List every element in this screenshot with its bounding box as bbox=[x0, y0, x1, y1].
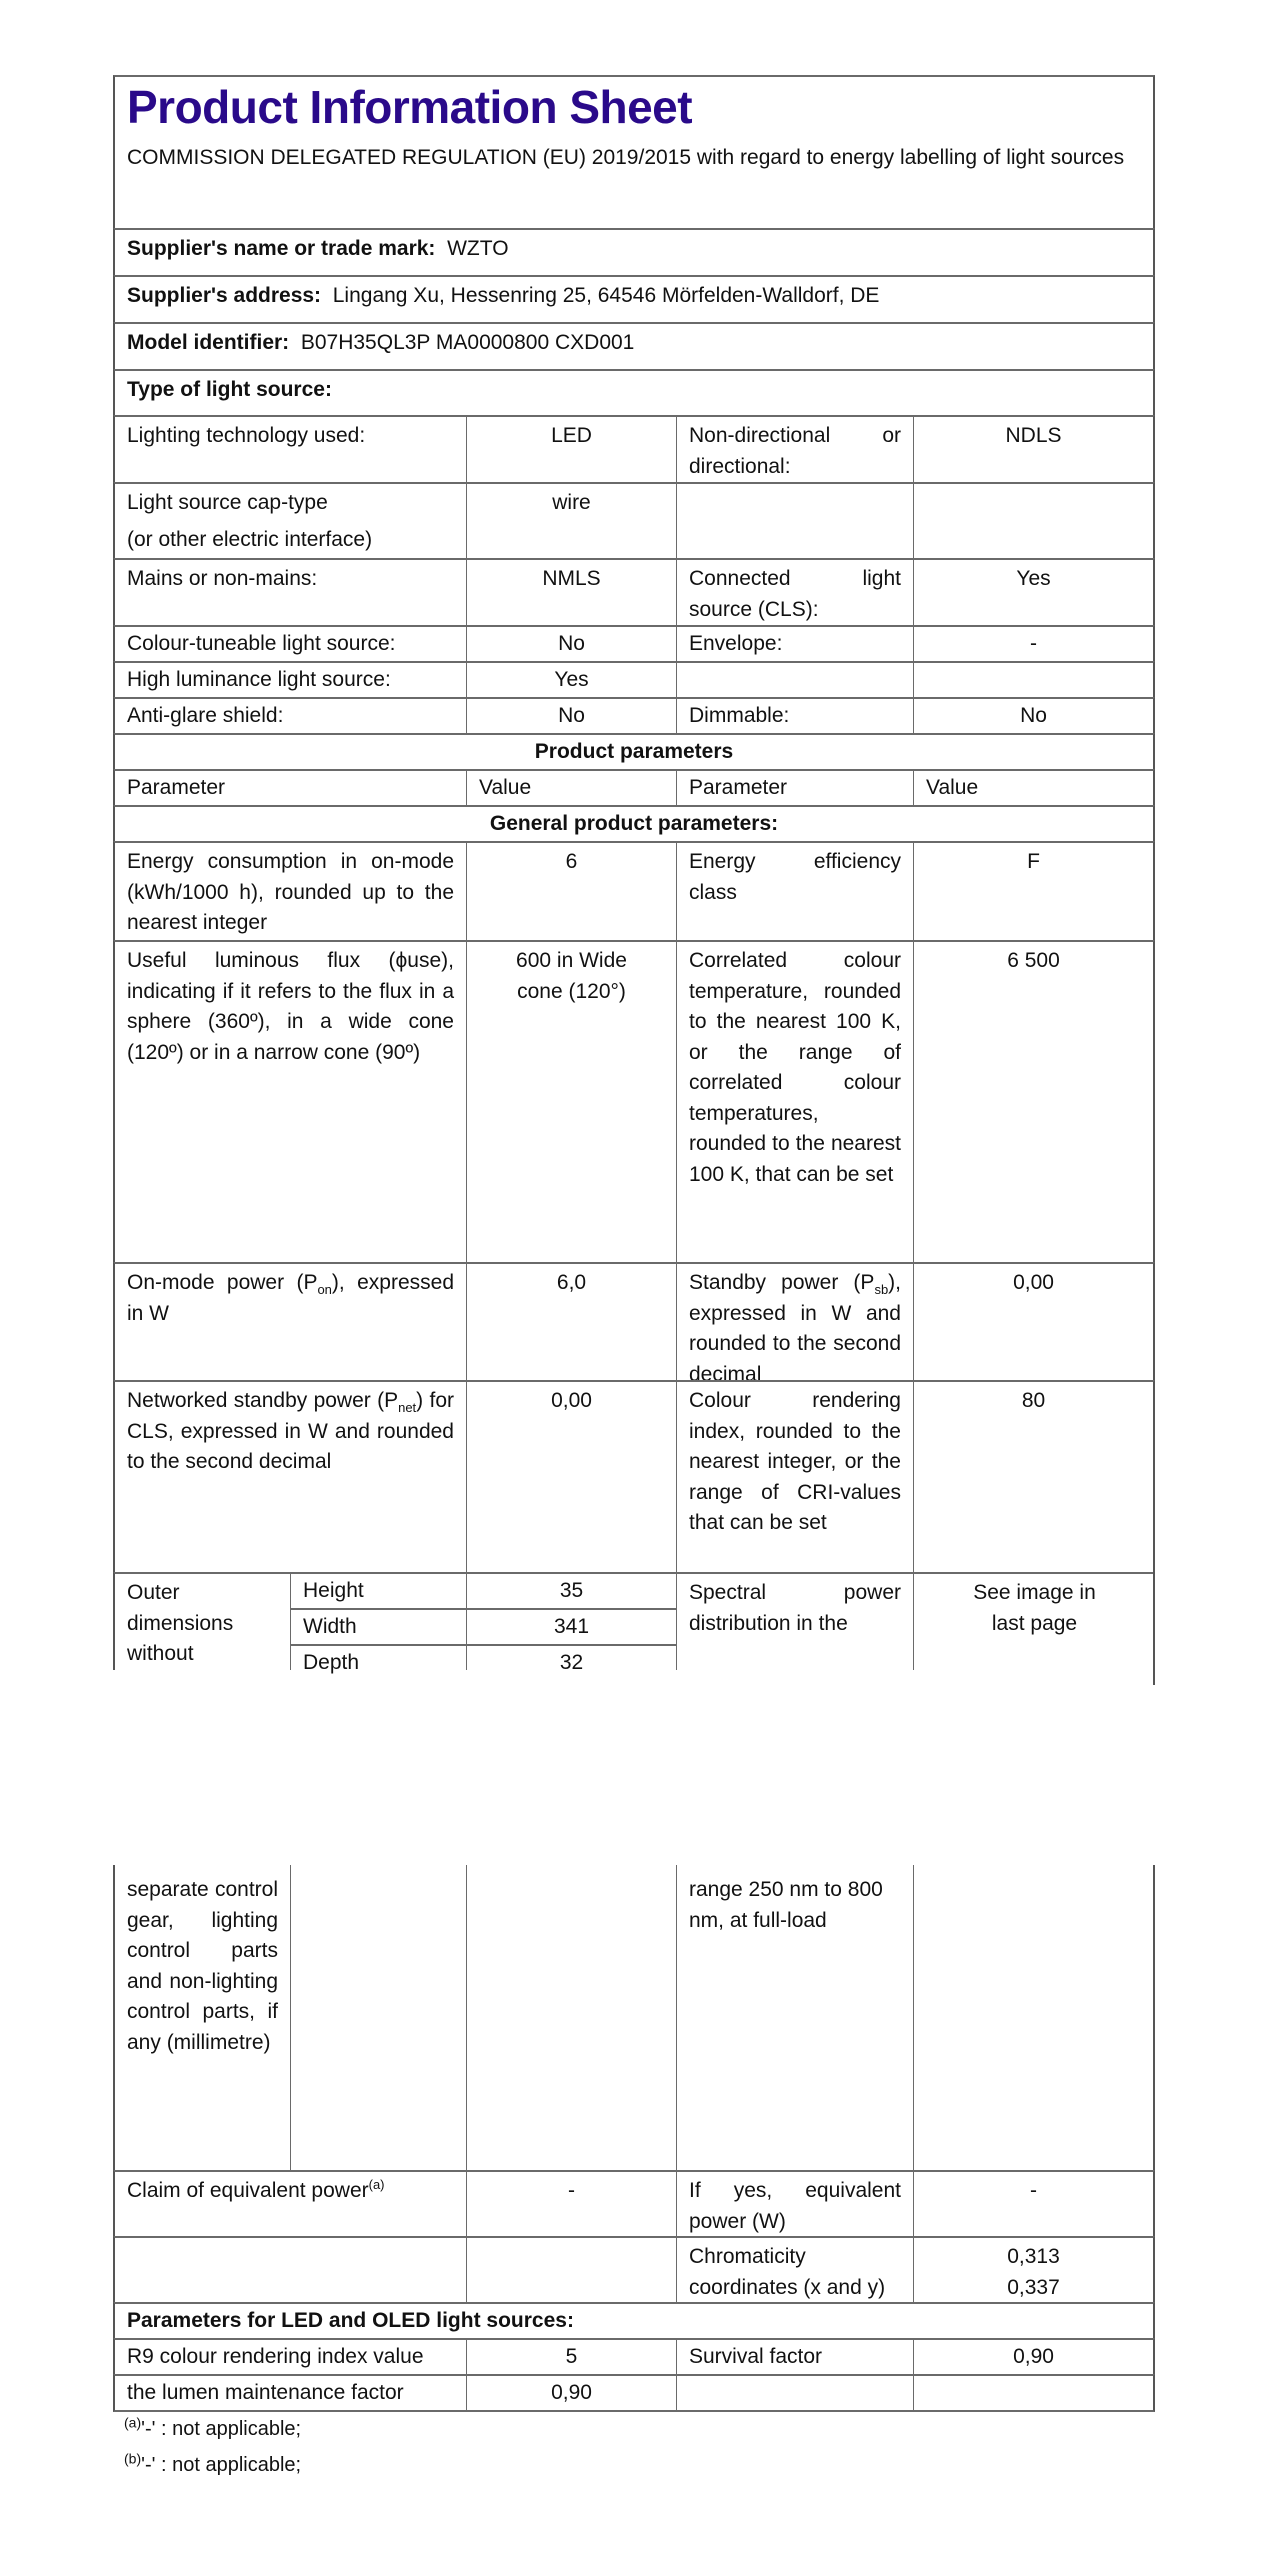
general-parameters-heading: General product parameters: bbox=[113, 805, 1155, 841]
outer-dimensions-label-continued: separate control gear, lighting control parts and non-lighting control parts, if any (millimetre) bbox=[113, 1865, 290, 2170]
colour-temperature-value: 6 500 bbox=[913, 940, 1155, 1262]
networked-standby-text-end: ) for CLS, expressed in W and rounded to the second decimal bbox=[127, 1389, 454, 1473]
footnote-a-mark: (a) bbox=[124, 2414, 142, 2431]
networked-standby-subscript: net bbox=[398, 1400, 417, 1416]
product-parameters-heading: Product parameters bbox=[113, 733, 1155, 769]
supplier-address-value: Lingang Xu, Hessenring 25, 64546 Mörfelden-Walldorf, DE bbox=[332, 284, 880, 307]
equivalent-power-claim-text: Claim of equivalent power bbox=[127, 2179, 369, 2202]
standby-power-text-end: ), expressed in W and rounded to the second decimal bbox=[689, 1271, 901, 1386]
colour-temperature-label: Correlated colour temperature, rounded to the nearest 100 K, or the range of correlated colour temperatures, rounded to the nearest 100 K, that can be set bbox=[676, 940, 913, 1262]
regulation-subtitle: COMMISSION DELEGATED REGULATION (EU) 2019/2015 with regard to energy labelling of light sources bbox=[127, 146, 1125, 169]
dimension-value-column-continued bbox=[466, 1865, 676, 2170]
r9-value: 5 bbox=[466, 2338, 676, 2374]
col-header-parameter-2: Parameter bbox=[676, 769, 913, 805]
dimension-height-label: Height bbox=[290, 1572, 466, 1608]
cap-type-label-line2: (or other electric interface) bbox=[127, 528, 373, 551]
high-luminance-label: High luminance light source: bbox=[113, 661, 466, 697]
chromaticity-empty-value bbox=[466, 2236, 676, 2302]
footnote-b-text: '-' : not applicable; bbox=[141, 2454, 302, 2476]
footnote-ref-a: (a) bbox=[368, 2177, 385, 2192]
lighting-technology-value: LED bbox=[466, 415, 676, 482]
model-identifier-label: Model identifier: bbox=[127, 331, 290, 354]
envelope-value: - bbox=[913, 625, 1155, 661]
type-of-light-source-heading: Type of light source: bbox=[113, 369, 1155, 415]
spectral-distribution-label: Spectral power distribution in the bbox=[676, 1572, 913, 1670]
footnote-a-text: '-' : not applicable; bbox=[141, 2418, 302, 2440]
dimension-depth-label: Depth bbox=[290, 1644, 466, 1670]
spectral-distribution-label-continued: range 250 nm to 800 nm, at full-load bbox=[676, 1865, 913, 2170]
equivalent-power-claim-value: - bbox=[466, 2170, 676, 2236]
spectral-distribution-value: See image in last page bbox=[913, 1572, 1155, 1670]
cap-type-value: wire bbox=[466, 482, 676, 558]
envelope-label: Envelope: bbox=[676, 625, 913, 661]
supplier-name-value: WZTO bbox=[447, 237, 509, 260]
chromaticity-x: 0,313 bbox=[1007, 2245, 1060, 2268]
lighting-technology-label: Lighting technology used: bbox=[113, 415, 466, 482]
lumen-row-empty-value bbox=[913, 2374, 1155, 2412]
networked-standby-value: 0,00 bbox=[466, 1380, 676, 1572]
chromaticity-label: Chromaticity coordinates (x and y) bbox=[676, 2236, 913, 2302]
energy-consumption-label: Energy consumption in on-mode (kWh/1000 h), rounded up to the nearest integer bbox=[113, 841, 466, 940]
dimmable-value: No bbox=[913, 697, 1155, 733]
col-header-value-1: Value bbox=[466, 769, 676, 805]
supplier-address-label: Supplier's address: bbox=[127, 284, 322, 307]
survival-factor-value: 0,90 bbox=[913, 2338, 1155, 2374]
col-header-parameter-1: Parameter bbox=[113, 769, 466, 805]
on-mode-power-text-end: ), expressed in W bbox=[127, 1271, 454, 1325]
standby-power-value: 0,00 bbox=[913, 1262, 1155, 1380]
networked-standby-text: Networked standby power (P bbox=[127, 1389, 399, 1412]
colour-rendering-label: Colour rendering index, rounded to the nearest integer, or the range of CRI-values that can be set bbox=[676, 1380, 913, 1572]
cls-value: Yes bbox=[913, 558, 1155, 625]
outer-dimensions-label: Outer dimensions without bbox=[113, 1572, 290, 1670]
energy-consumption-value: 6 bbox=[466, 841, 676, 940]
luminous-flux-label: Useful luminous flux (ϕuse), indicating if it refers to the flux in a sphere (360º), in a wide cone (120º) or in a narrow cone (90º) bbox=[113, 940, 466, 1262]
dimension-width-value: 341 bbox=[466, 1608, 676, 1644]
dimension-depth-value: 32 bbox=[466, 1644, 676, 1670]
directional-label: Non-directional or directional: bbox=[676, 415, 913, 482]
on-mode-power-subscript: on bbox=[317, 1282, 332, 1298]
cap-type-label-line1: Light source cap-type bbox=[127, 491, 328, 514]
high-luminance-value: Yes bbox=[466, 661, 676, 697]
standby-power-subscript: sb bbox=[874, 1282, 889, 1298]
equivalent-power-label: If yes, equivalent power (W) bbox=[676, 2170, 913, 2236]
r9-label: R9 colour rendering index value bbox=[113, 2338, 466, 2374]
dimmable-label: Dimmable: bbox=[676, 697, 913, 733]
model-identifier-value: B07H35QL3P MA0000800 CXD001 bbox=[300, 331, 635, 354]
footnote-b-mark: (b) bbox=[124, 2450, 142, 2467]
survival-factor-label: Survival factor bbox=[676, 2338, 913, 2374]
spectral-distribution-value-continued bbox=[913, 1865, 1155, 2170]
standby-power-text: Standby power (P bbox=[689, 1271, 875, 1294]
mains-label: Mains or non-mains: bbox=[113, 558, 466, 625]
colour-tuneable-label: Colour-tuneable light source: bbox=[113, 625, 466, 661]
energy-class-label: Energy efficiency class bbox=[676, 841, 913, 940]
chromaticity-y: 0,337 bbox=[1007, 2275, 1060, 2299]
chromaticity-value bbox=[913, 2236, 1155, 2302]
cls-label: Connected light source (CLS): bbox=[676, 558, 913, 625]
led-oled-parameters-heading: Parameters for LED and OLED light sources: bbox=[113, 2302, 1155, 2338]
lumen-maintenance-value: 0,90 bbox=[466, 2374, 676, 2412]
supplier-name-label: Supplier's name or trade mark: bbox=[127, 237, 436, 260]
lumen-row-empty-param bbox=[676, 2374, 913, 2412]
anti-glare-value: No bbox=[466, 697, 676, 733]
dimension-width-label: Width bbox=[290, 1608, 466, 1644]
on-mode-power-text: On-mode power (P bbox=[127, 1271, 318, 1294]
page-title: Product Information Sheet bbox=[127, 81, 693, 133]
colour-rendering-value: 80 bbox=[913, 1380, 1155, 1572]
luminous-flux-value: 600 in Wide cone (120°) bbox=[466, 940, 676, 1262]
anti-glare-label: Anti-glare shield: bbox=[113, 697, 466, 733]
product-information-sheet-continued bbox=[113, 0, 1155, 2560]
lumen-maintenance-label: the lumen maintenance factor bbox=[113, 2374, 466, 2412]
energy-class-value: F bbox=[913, 841, 1155, 940]
on-mode-power-value: 6,0 bbox=[466, 1262, 676, 1380]
footnote-b bbox=[124, 2450, 302, 2477]
equivalent-power-claim-label bbox=[113, 2170, 466, 2236]
directional-value: NDLS bbox=[913, 415, 1155, 482]
chromaticity-empty-param bbox=[113, 2236, 466, 2302]
footnote-a bbox=[124, 2414, 302, 2441]
dimension-height-value: 35 bbox=[466, 1572, 676, 1608]
col-header-value-2: Value bbox=[913, 769, 1155, 805]
dimension-label-column-continued bbox=[290, 1865, 466, 2170]
mains-value: NMLS bbox=[466, 558, 676, 625]
equivalent-power-value: - bbox=[913, 2170, 1155, 2236]
colour-tuneable-value: No bbox=[466, 625, 676, 661]
